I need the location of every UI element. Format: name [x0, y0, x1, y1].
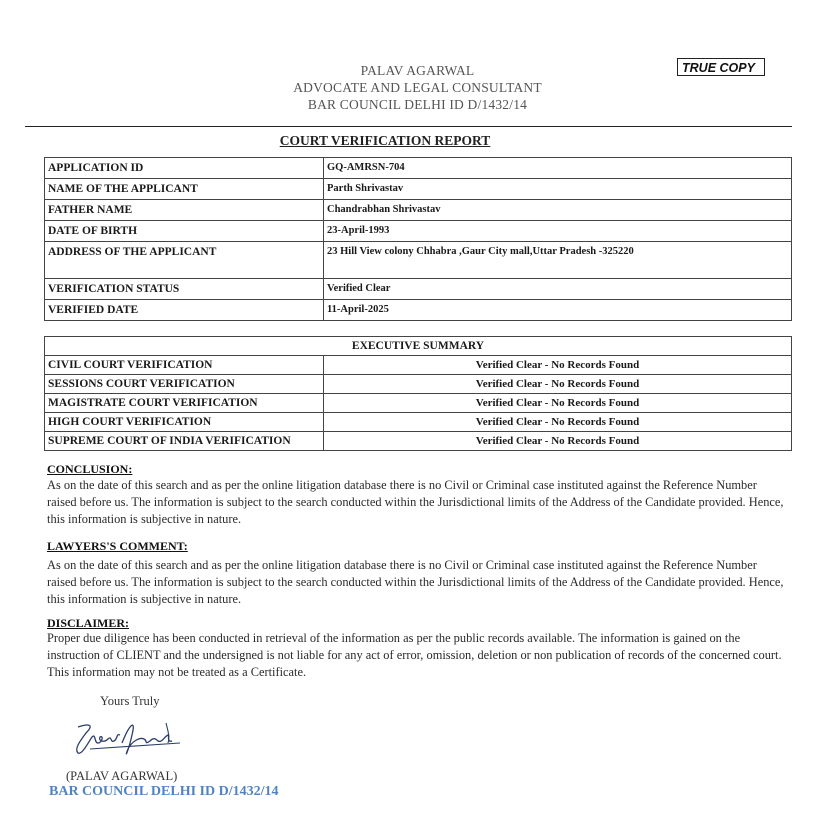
summary-status: Verified Clear - No Records Found [324, 394, 792, 413]
header-divider [25, 126, 792, 127]
detail-label: ADDRESS OF THE APPLICANT [45, 242, 324, 279]
summary-status: Verified Clear - No Records Found [324, 375, 792, 394]
detail-label: VERIFICATION STATUS [45, 279, 324, 300]
detail-label: NAME OF THE APPLICANT [45, 179, 324, 200]
summary-label: MAGISTRATE COURT VERIFICATION [45, 394, 324, 413]
executive-summary-table [44, 336, 792, 451]
report-title: COURT VERIFICATION REPORT [279, 133, 491, 148]
summary-status: Verified Clear - No Records Found [324, 432, 792, 451]
signatory-bar-id: BAR COUNCIL DELHI ID D/1432/14 [49, 784, 279, 799]
lawyers-comment-heading: LAWYERS'S COMMENT: [47, 539, 188, 553]
table-row [45, 158, 792, 179]
summary-status: Verified Clear - No Records Found [324, 356, 792, 375]
table-row [45, 221, 792, 242]
summary-label: HIGH COURT VERIFICATION [45, 413, 324, 432]
disclaimer-text: Proper due diligence has been conducted in retrieval of the information as per the public records available. The information is gained on the instruction of CLIENT and the undersigned is not liable for any act of error, omission, deletion or non publication of records of the concerned court. This information may not be treated as a Certificate. [47, 631, 782, 679]
table-row [45, 279, 792, 300]
summary-title: EXECUTIVE SUMMARY [45, 337, 792, 356]
detail-value: 11-April-2025 [324, 300, 792, 321]
table-row [45, 200, 792, 221]
table-row [45, 242, 792, 279]
detail-value: Chandrabhan Shrivastav [324, 200, 792, 221]
detail-value: 23 Hill View colony Chhabra ,Gaur City mall,Uttar Pradesh -325220 [324, 242, 792, 279]
advocate-name: PALAV AGARWAL [360, 63, 475, 78]
summary-status: Verified Clear - No Records Found [324, 413, 792, 432]
detail-label: DATE OF BIRTH [45, 221, 324, 242]
table-row [45, 413, 792, 432]
detail-value: Verified Clear [324, 279, 792, 300]
advocate-bar-id: BAR COUNCIL DELHI ID D/1432/14 [307, 97, 528, 112]
disclaimer-heading: DISCLAIMER: [47, 616, 130, 630]
summary-label: SESSIONS COURT VERIFICATION [45, 375, 324, 394]
detail-value: Parth Shrivastav [324, 179, 792, 200]
detail-label: FATHER NAME [45, 200, 324, 221]
detail-value: GQ-AMRSN-704 [324, 158, 792, 179]
table-row [45, 375, 792, 394]
table-row [45, 394, 792, 413]
table-row [45, 300, 792, 321]
handwritten-signature [70, 713, 190, 763]
table-header-row [45, 337, 792, 356]
detail-label: VERIFIED DATE [45, 300, 324, 321]
closing-salutation: Yours Truly [100, 694, 160, 708]
advocate-role: ADVOCATE AND LEGAL CONSULTANT [293, 80, 542, 95]
signatory-name: (PALAV AGARWAL) [66, 769, 178, 783]
true-copy-stamp: TRUE COPY [677, 58, 765, 76]
conclusion-text: As on the date of this search and as per the online litigation database there is no Civil or Criminal case instituted against the Reference Number raised before us. The information is subject to the search conducted within the Jurisdictional limits of the Address of the Candidate provided. Hence, this information is subjective in nature. [47, 478, 784, 526]
summary-label: CIVIL COURT VERIFICATION [45, 356, 324, 375]
detail-label: APPLICATION ID [45, 158, 324, 179]
conclusion-heading: CONCLUSION: [47, 462, 133, 476]
lawyers-comment-text: As on the date of this search and as per the online litigation database there is no Civil or Criminal case instituted against the Reference Number raised before us. The information is subject to the search conducted within the Jurisdictional limits of the Address of the Candidate provided. Hence, this information is subjective in nature. [47, 558, 784, 606]
detail-value: 23-April-1993 [324, 221, 792, 242]
table-row [45, 179, 792, 200]
summary-label: SUPREME COURT OF INDIA VERIFICATION [45, 432, 324, 451]
applicant-details-table [44, 157, 792, 321]
table-row [45, 432, 792, 451]
table-row [45, 356, 792, 375]
